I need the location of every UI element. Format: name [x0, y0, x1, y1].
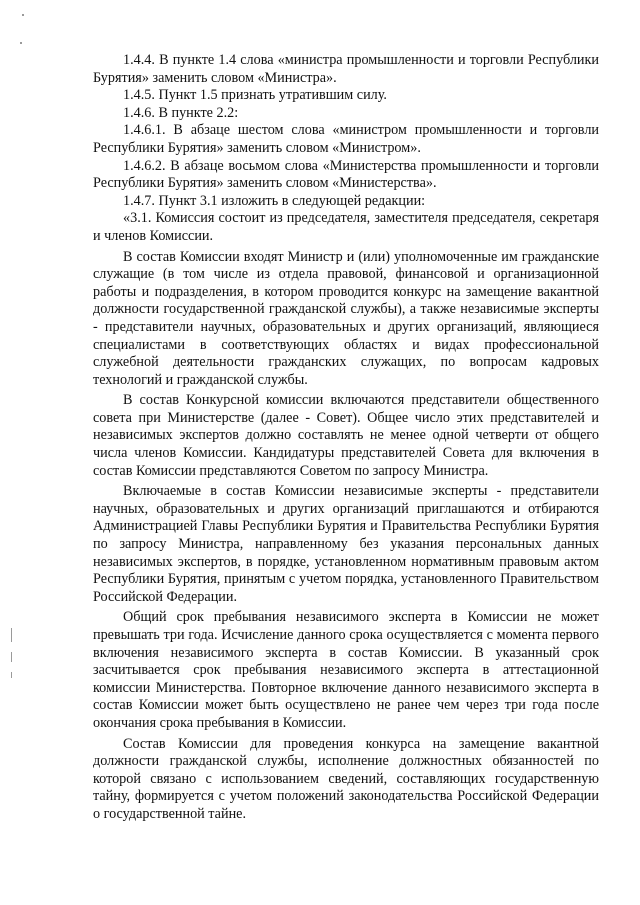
- paragraph: Общий срок пребывания независимого эксперта в Комиссии не может превышать три года. Исчисление данного срока осуществляется с момента первого включения независимого эксперта в состав Комиссии. В указанный срок засчитывается срок пребывания независимого эксперта в аттестационной комиссии Министерства. Повторное включение данного независимого эксперта в состав Комиссии может быть осуществлено не ранее чем через три года после окончания срока пребывания в Комиссии.: [93, 609, 599, 731]
- scan-speck: [22, 14, 24, 16]
- paragraph: 1.4.4. В пункте 1.4 слова «министра промышленности и торговли Республики Бурятия» заменить словом «Министра».: [93, 52, 599, 86]
- paragraph: 1.4.6.2. В абзаце восьмом слова «Министерства промышленности и торговли Республики Бурятия» заменить словом «Министерства».: [93, 157, 599, 192]
- scan-speck: [11, 628, 12, 642]
- paragraph: 1.4.6.1. В абзаце шестом слова «министром промышленности и торговли Республики Бурятия» заменить словом «Министром».: [93, 122, 599, 156]
- scan-speck: [11, 652, 12, 662]
- document-body: [93, 52, 599, 824]
- scan-speck: [11, 672, 12, 678]
- paragraph: В состав Комиссии входят Министр и (или) уполномоченные им гражданские служащие (в том числе из отдела правовой, финансовой и организационной работы и подразделения, в котором проводится конкурс на замещение вакантной должности государственной гражданской службы), а также независимые эксперты - представители научных, образовательных и других организаций, являющиеся специалистами в соответствующих областях и видах профессиональной служебной деятельности гражданских служащих, по вопросам кадровых технологий и гражданской службы.: [93, 248, 599, 388]
- scan-speck: [20, 42, 22, 44]
- paragraph: «3.1. Комиссия состоит из председателя, заместителя председателя, секретаря и членов Комиссии.: [93, 210, 599, 244]
- paragraph: 1.4.5. Пункт 1.5 признать утратившим силу.: [123, 87, 387, 104]
- paragraph: 1.4.6. В пункте 2.2:: [123, 104, 239, 121]
- paragraph: Включаемые в состав Комиссии независимые эксперты - представители научных, образовательных и других организаций приглашаются и отбираются Администрацией Главы Республики Бурятия и Правительства Республики Бурятия по запросу Министра, направленному без указания персональных данных независимых экспертов, в порядке, установленном нормативным правовым актом Республики Бурятия, принятым с учетом порядка, установленного Правительством Российской Федерации.: [93, 483, 599, 605]
- paragraph: В состав Конкурсной комиссии включаются представители общественного совета при Министерстве (далее - Совет). Общее число этих представителей и независимых экспертов должно составлять не менее одной четверти от общего числа членов Комиссии. Кандидатуры представителей Совета для включения в состав Комиссии представляются Советом по запросу Министра.: [93, 392, 599, 479]
- paragraph: 1.4.7. Пункт 3.1 изложить в следующей редакции:: [123, 192, 426, 209]
- paragraph: Состав Комиссии для проведения конкурса на замещение вакантной должности гражданской службы, исполнение должностных обязанностей по которой связано с использованием сведений, составляющих государственную тайну, формируется с учетом положений законодательства Российской Федерации о государственной тайне.: [93, 735, 599, 822]
